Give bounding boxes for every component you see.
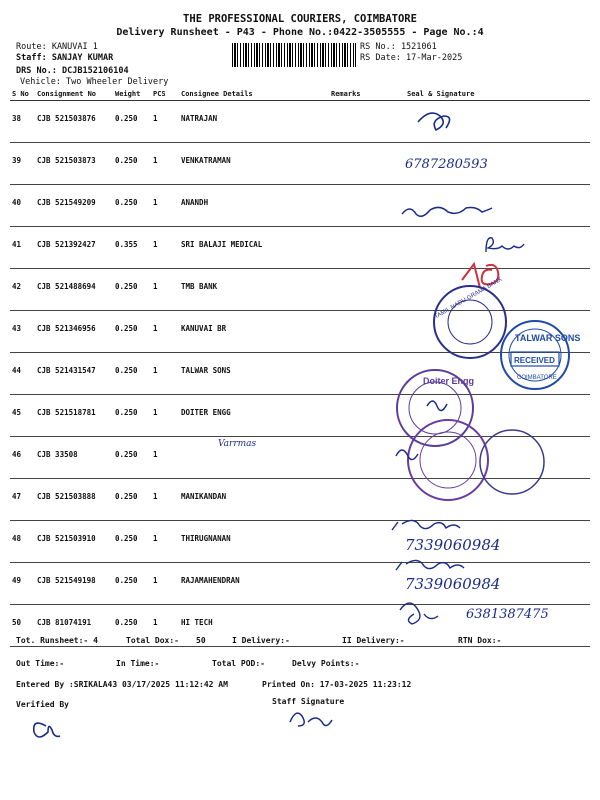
row-consignee: VENKATRAMAN [179, 143, 329, 185]
svg-text:COIMBATORE: COIMBATORE [517, 375, 557, 381]
table-row [10, 521, 590, 563]
row-consignment: CJB 521346956 [35, 311, 113, 353]
row-remarks [329, 101, 387, 143]
total-dox-label: Total Dox:- [126, 636, 179, 645]
row-consignment: CJB 521503873 [35, 143, 113, 185]
svg-text:TAMIL NADU GRAMA BANK: TAMIL NADU GRAMA BANK [433, 276, 504, 321]
table-row [10, 227, 590, 269]
table-row [10, 269, 590, 311]
total-dox-value: 50 [196, 636, 206, 645]
staff: Staff: SANJAY KUMAR [16, 53, 114, 63]
row-consignee: TALWAR SONS [179, 353, 329, 395]
row-sno: 49 [10, 563, 35, 605]
row-weight: 0.250 [113, 563, 151, 605]
row-consignee: SRI BALAJI MEDICAL [179, 227, 329, 269]
row-pcs: 1 [151, 353, 179, 395]
runsheet-subtitle: Delivery Runsheet - P43 - Phone No.:0422-3505555 - Page No.:4 [116, 27, 484, 38]
row-sno: 48 [10, 521, 35, 563]
row-signature [387, 563, 590, 605]
row-signature [387, 395, 590, 437]
table-row [10, 143, 590, 185]
route: Route: KANUVAI 1 [16, 42, 98, 52]
table-row [10, 101, 590, 143]
handwritten-consignee-row46: Varrmas [218, 439, 257, 449]
row-consignee: DOITER ENGG [179, 395, 329, 437]
row-remarks [329, 311, 387, 353]
handwritten-number-scrawl: 6787280593 [405, 157, 488, 172]
verified-by-label: Verified By [16, 700, 69, 709]
row-consignment: CJB 521392427 [35, 227, 113, 269]
row-weight: 0.355 [113, 227, 151, 269]
row-weight: 0.250 [113, 437, 151, 479]
table-row [10, 395, 590, 437]
col-header-consignment: Consignment No [35, 88, 113, 101]
row-signature [387, 353, 590, 395]
row-sno: 47 [10, 479, 35, 521]
table-row [10, 437, 590, 479]
col-header-sno: S No [10, 88, 35, 101]
out-time: Out Time:- [16, 659, 65, 668]
row-weight: 0.250 [113, 101, 151, 143]
in-time: In Time:- [116, 659, 160, 668]
row-remarks [329, 269, 387, 311]
ii-delivery: II Delivery:- [342, 636, 405, 645]
svg-text:Doiter Engg: Doiter Engg [423, 376, 474, 386]
col-header-consignee: Consignee Details [179, 88, 329, 101]
col-header-seal: Seal & Signature [387, 88, 590, 101]
row-consignment: CJB 521549209 [35, 185, 113, 227]
row-consignment: CJB 521503910 [35, 521, 113, 563]
row-sno: 46 [10, 437, 35, 479]
row-weight: 0.250 [113, 311, 151, 353]
row-consignment: CJB 81074191 [35, 605, 113, 647]
row-remarks [329, 479, 387, 521]
row-remarks [329, 395, 387, 437]
table-row [10, 185, 590, 227]
row-consignee: THIRUGNANAN [179, 521, 329, 563]
row-remarks [329, 143, 387, 185]
row-weight: 0.250 [113, 395, 151, 437]
row-weight: 0.250 [113, 479, 151, 521]
row-pcs: 1 [151, 101, 179, 143]
row-sno: 43 [10, 311, 35, 353]
handwritten-phone-2: 7339060984 [405, 575, 501, 593]
runsheet-table [10, 88, 590, 647]
row-sno: 41 [10, 227, 35, 269]
verified-by-signature [34, 723, 60, 737]
row-remarks [329, 353, 387, 395]
row-remarks [329, 437, 387, 479]
row-consignment: CJB 521503888 [35, 479, 113, 521]
row-pcs: 1 [151, 269, 179, 311]
handwritten-phone-1: 7339060984 [405, 536, 501, 554]
row-pcs: 1 [151, 143, 179, 185]
row-pcs: 1 [151, 521, 179, 563]
barcode [232, 43, 356, 67]
row-consignment: CJB 521488694 [35, 269, 113, 311]
handwritten-phone-3: 6381387475 [466, 607, 549, 622]
col-header-remarks: Remarks [329, 88, 387, 101]
row-consignment: CJB 521503876 [35, 101, 113, 143]
row-sno: 44 [10, 353, 35, 395]
row-remarks [329, 563, 387, 605]
table-header-row [10, 88, 590, 101]
row-sno: 38 [10, 101, 35, 143]
row-signature [387, 143, 590, 185]
delvy-points: Delvy Points:- [292, 659, 360, 668]
row-pcs: 1 [151, 185, 179, 227]
tot-runsheet: Tot. Runsheet:- 4 [16, 636, 98, 645]
col-header-weight: Weight [113, 88, 151, 101]
row-pcs: 1 [151, 437, 179, 479]
entered-by: Entered By :SRIKALA43 03/17/2025 11:12:42 AM [16, 680, 228, 689]
row-pcs: 1 [151, 395, 179, 437]
row-weight: 0.250 [113, 143, 151, 185]
row-weight: 0.250 [113, 269, 151, 311]
col-header-pcs: PCS [151, 88, 179, 101]
printed-on: Printed On: 17-03-2025 11:23:12 [262, 680, 412, 689]
row-consignment: CJB 521549198 [35, 563, 113, 605]
vehicle: Vehicle: Two Wheeler Delivery [20, 77, 169, 87]
staff-signature-label: Staff Signature [272, 697, 345, 706]
rs-number: RS No.: 1521061 [360, 42, 437, 52]
row-signature [387, 269, 590, 311]
rtn-dox: RTN Dox:- [458, 636, 502, 645]
row-sno: 39 [10, 143, 35, 185]
row-signature [387, 185, 590, 227]
drs-number: DRS No.: DCJB152106104 [16, 66, 129, 76]
row-signature [387, 101, 590, 143]
row-consignment: CJB 521431547 [35, 353, 113, 395]
row-weight: 0.250 [113, 605, 151, 647]
row-pcs: 1 [151, 563, 179, 605]
rs-date: RS Date: 17-Mar-2025 [360, 53, 463, 63]
table-row [10, 563, 590, 605]
row-weight: 0.250 [113, 185, 151, 227]
total-pod: Total POD:- [212, 659, 265, 668]
row-consignee: KANUVAI BR [179, 311, 329, 353]
row-weight: 0.250 [113, 353, 151, 395]
row-consignee [179, 437, 329, 479]
company-title: THE PROFESSIONAL COURIERS, COIMBATORE [183, 13, 417, 25]
table-row [10, 311, 590, 353]
staff-signature-scrawl [290, 713, 332, 726]
row-pcs: 1 [151, 605, 179, 647]
row-signature [387, 227, 590, 269]
row-consignment: CJB 33508 [35, 437, 113, 479]
row-remarks [329, 227, 387, 269]
row-pcs: 1 [151, 311, 179, 353]
row-remarks [329, 521, 387, 563]
svg-text:TALWAR SONS: TALWAR SONS [515, 333, 581, 343]
row-consignee: TMB BANK [179, 269, 329, 311]
row-remarks [329, 185, 387, 227]
row-sno: 40 [10, 185, 35, 227]
i-delivery: I Delivery:- [232, 636, 290, 645]
row-consignment: CJB 521518781 [35, 395, 113, 437]
row-consignee: ANANDH [179, 185, 329, 227]
table-row [10, 479, 590, 521]
row-signature [387, 521, 590, 563]
row-sno: 50 [10, 605, 35, 647]
row-signature [387, 479, 590, 521]
row-sno: 45 [10, 395, 35, 437]
row-consignee: RAJAMAHENDRAN [179, 563, 329, 605]
row-weight: 0.250 [113, 521, 151, 563]
row-sno: 42 [10, 269, 35, 311]
svg-text:RECEIVED: RECEIVED [514, 356, 555, 365]
row-signature [387, 437, 590, 479]
row-pcs: 1 [151, 227, 179, 269]
row-consignee: MANIKANDAN [179, 479, 329, 521]
row-pcs: 1 [151, 479, 179, 521]
row-consignee: HI TECH [179, 605, 329, 647]
row-consignee: NATRAJAN [179, 101, 329, 143]
table-row [10, 353, 590, 395]
row-signature [387, 311, 590, 353]
